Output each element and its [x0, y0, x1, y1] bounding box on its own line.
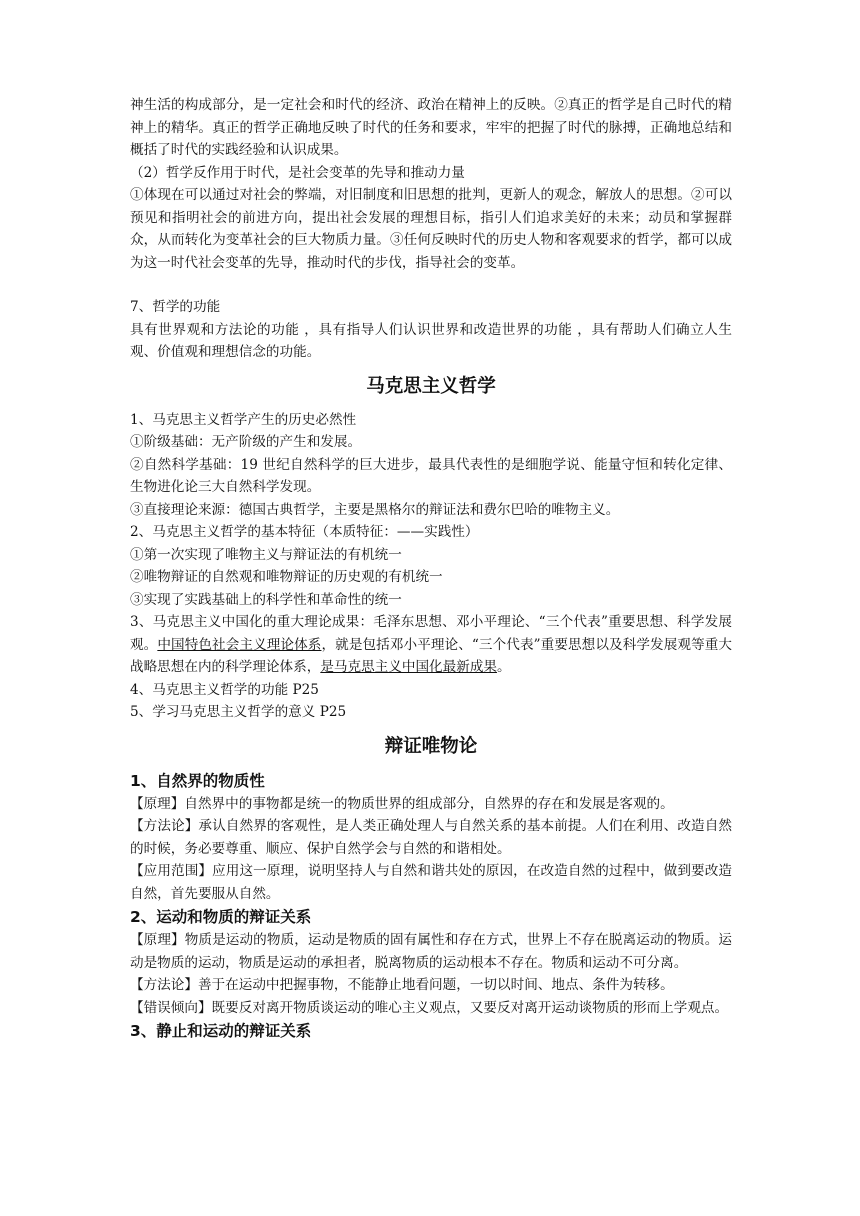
intro-paragraph-2: （2）哲学反作用于时代，是社会变革的先导和推动力量: [130, 164, 465, 181]
marx-section-2: 2、马克思主义哲学的基本特征（本质特征：——实践性）: [130, 524, 479, 540]
dialectic-1-principle: 【原理】自然界中的事物都是统一的物质世界的组成部分，自然界的存在和发展是客观的。: [130, 795, 674, 812]
dialectic-2-error: 【错误倾向】既要反对离开物质谈运动的唯心主义观点，又要反对离开运动谈物质的形而上学观点。: [130, 999, 729, 1016]
marx-section-3-end: 。: [497, 659, 511, 675]
dialectic-2-method: 【方法论】善于在运动中把握事物，不能静止地看问题，一切以时间、地点、条件为转移。: [130, 977, 674, 993]
marx-section-3: [130, 611, 732, 679]
marx-section-1c: ③直接理论来源：德国古典哲学，主要是黑格尔的辩证法和费尔巴哈的唯物主义。: [130, 501, 620, 518]
spacer: [130, 274, 732, 296]
intro-paragraph-3: ①体现在可以通过对社会的弊端，对旧制度和旧思想的批判，更新人的观念，解放人的思想。②可以预见和指明社会的前进方向，提出社会发展的理想目标，指引人们追求美好的未来；动员和掌握群众，从而转化为变革社会的巨大物质力量。③任何反映时代的历史人物和客观要求的哲学，都可以成为这一时代社会变革的先导，推动时代的步伐，指导社会的变革。: [130, 187, 732, 271]
marx-section-2c: ③实现了实践基础上的科学性和革命性的统一: [130, 591, 402, 608]
function-title: 7、哲学的功能: [130, 299, 221, 315]
dialectic-1-application: 【应用范围】应用这一原理，说明坚持人与自然和谐共处的原因，在改造自然的过程中，做到要改造自然，首先要服从自然。: [130, 863, 732, 902]
document-page: [130, 94, 732, 1043]
intro-paragraph-1: 神生活的构成部分，是一定社会和时代的经济、政治在精神上的反映。②真正的哲学是自己时代的精神上的精华。真正的哲学正确地反映了时代的任务和要求，牢牢的把握了时代的脉搏，正确地总结和概括了时代的实践经验和认识成果。: [130, 97, 732, 158]
function-body: 具有世界观和方法论的功能 ，具有指导人们认识世界和改造世界的功能 ，具有帮助人们确立人生观、价值观和理想信念的功能。: [130, 321, 732, 360]
marx-section-1b: ②自然科学基础：19 世纪自然科学的巨大进步，最具代表性的是细胞学说、能量守恒和转化定律、生物进化论三大自然科学发现。: [130, 456, 732, 495]
dialectic-heading: 辩证唯物论: [384, 735, 478, 757]
dialectic-2-principle: 【原理】物质是运动的物质，运动是物质的固有属性和存在方式，世界上不存在脱离运动的物质。运动是物质的运动，物质是运动的承担者，脱离物质的运动根本不存在。物质和运动不可分离。: [130, 932, 732, 971]
dialectic-subheading-1: 1、自然界的物质性: [130, 771, 265, 790]
dialectic-subheading-2: 2、运动和物质的辩证关系: [130, 908, 312, 926]
marx-section-3-mid: ，就是包括邓小平理论、“三个代表”重要思想以及科学发展观等重大战略思想在内的科学理论体系，: [130, 636, 733, 675]
marx-section-1a: ①阶级基础：无产阶级的产生和发展。: [130, 434, 362, 450]
marx-section-5: 5、学习马克思主义哲学的意义 P25: [130, 704, 347, 720]
marxism-heading: 马克思主义哲学: [366, 375, 496, 397]
marx-section-1: 1、马克思主义哲学产生的历史必然性: [130, 411, 357, 428]
underlined-theory-system: 中国特色社会主义理论体系: [157, 636, 322, 653]
marx-section-3-text: 3、马克思主义中国化的重大理论成果：毛泽东思想、邓小平理论、“三个代表”重要思想、科学发展观。: [130, 614, 732, 653]
marx-section-4: 4、马克思主义哲学的功能 P25: [130, 681, 319, 698]
dialectic-subheading-3: 3、静止和运动的辩证关系: [130, 1022, 312, 1040]
dialectic-1-method: 【方法论】承认自然界的客观性，是人类正确处理人与自然关系的基本前提。人们在利用、改造自然的时候，务必要尊重、顺应、保护自然学会与自然的和谐相处。: [130, 818, 732, 857]
underlined-latest-result: 是马克思主义中国化最新成果: [320, 659, 498, 675]
marx-section-2b: ②唯物辩证的自然观和唯物辩证的历史观的有机统一: [130, 569, 443, 585]
marx-section-2a: ①第一次实现了唯物主义与辩证法的有机统一: [130, 546, 402, 563]
